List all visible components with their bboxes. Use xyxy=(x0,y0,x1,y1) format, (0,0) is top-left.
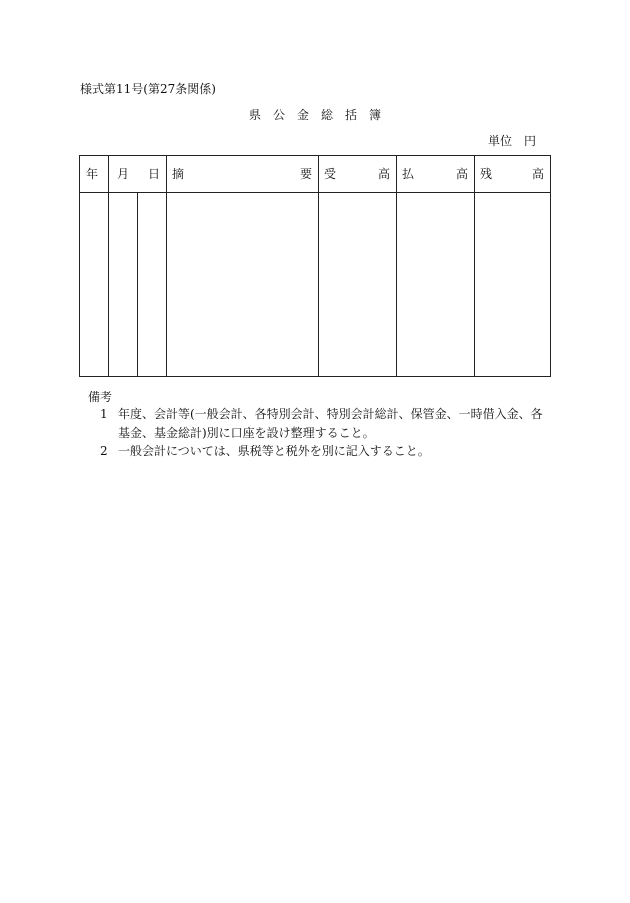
unit-label-text: 単位 xyxy=(488,134,513,148)
title-char: 総 xyxy=(321,108,334,122)
header-summary-left: 摘 xyxy=(172,167,185,181)
header-balance-right: 高 xyxy=(531,167,544,181)
notes-heading: 備考 xyxy=(88,390,113,404)
title-char: 括 xyxy=(345,108,358,122)
title-char: 公 xyxy=(272,108,285,122)
header-receipts-right: 高 xyxy=(377,167,390,181)
note-item xyxy=(100,405,560,445)
header-month: 月 xyxy=(117,167,130,181)
note-item xyxy=(100,442,560,464)
header-payments-left: 払 xyxy=(402,167,415,181)
note-text: 一般会計については、県税等と税外を別に記入すること。 xyxy=(118,444,430,458)
title-char: 金 xyxy=(296,108,309,122)
form-number: 様式第11号(第27条関係) xyxy=(80,82,216,96)
header-balance xyxy=(474,156,550,192)
title-char: 簿 xyxy=(369,108,382,122)
note-number: 1 xyxy=(100,407,108,421)
header-date xyxy=(80,156,166,192)
header-day: 日 xyxy=(148,167,161,181)
header-receipts-left: 受 xyxy=(324,167,337,181)
header-payments xyxy=(396,156,474,192)
ledger-title xyxy=(0,106,630,123)
header-receipts xyxy=(318,156,396,192)
ledger-table xyxy=(79,155,551,377)
title-char: 県 xyxy=(248,108,261,122)
column-divider xyxy=(137,192,138,376)
unit-value: 円 xyxy=(524,134,537,148)
note-text: 年度、会計等(一般会計、各特別会計、特別会計総計、保管金、一時借入金、各基金、基金総計)別に口座を設け整理すること。 xyxy=(118,407,543,440)
header-payments-right: 高 xyxy=(455,167,468,181)
header-summary-right: 要 xyxy=(299,167,312,181)
header-divider xyxy=(80,192,550,193)
header-summary xyxy=(166,156,318,192)
header-balance-left: 残 xyxy=(480,167,493,181)
header-year: 年 xyxy=(86,167,99,181)
note-number: 2 xyxy=(100,444,108,458)
unit-label xyxy=(488,132,536,149)
